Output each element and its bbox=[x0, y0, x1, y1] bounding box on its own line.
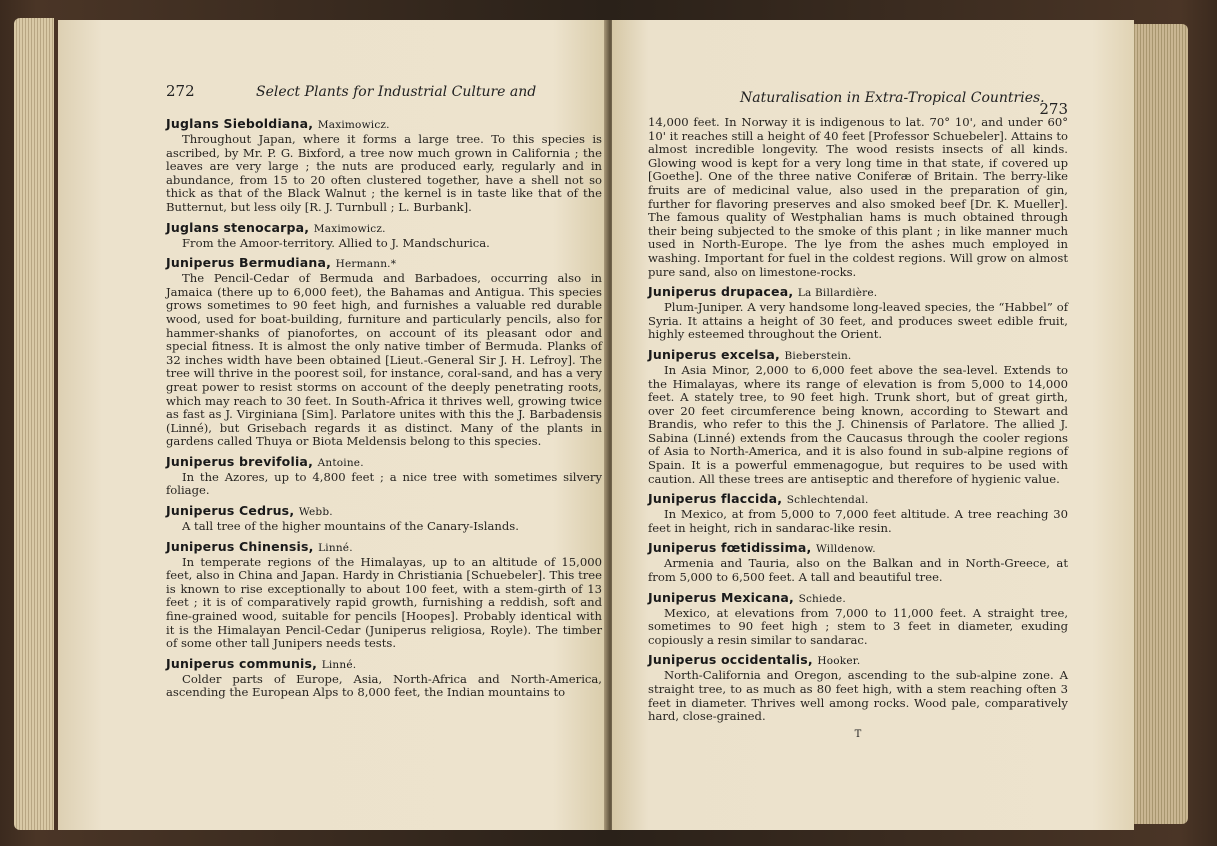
species-heading bbox=[166, 116, 602, 131]
species-name: Juniperus Chinensis, bbox=[166, 538, 314, 554]
species-heading bbox=[648, 540, 1068, 555]
species-name: Juniperus Cedrus, bbox=[166, 503, 295, 519]
species-description: In Mexico, at from 5,000 to 7,000 feet altitude. A tree reaching 30 feet in height, rich in sandarac-like resin. bbox=[648, 507, 1068, 535]
species-authority: Hooker. bbox=[817, 655, 861, 668]
left-page bbox=[58, 20, 608, 830]
species-entry bbox=[648, 652, 1068, 723]
species-heading bbox=[166, 220, 602, 235]
species-heading bbox=[648, 347, 1068, 362]
species-description: The Pencil-Cedar of Bermuda and Barbadoes, occurring also in Jamaica (there up to 6,000 feet), the Bahamas and Antigua. This species grows sometimes to 90 feet high, and furnishes a valuable red durable wood, used for boat-building, furniture and particularly pencils, also for hammer-shanks of pianofortes, on account of its pleasant odor and special fitness. It is almost the only native timber of Bermuda. Planks of 32 inches width have been obtained [Lieut.-General Sir J. H. Lefroy]. The tree will thrive in the poorest soil, for instance, coral-sand, and has a very great power to resist storms on account of the deeply penetrating roots, which may reach to 30 feet. In South-Africa it thrives well, growing twice as fast as J. Virginiana [Sim]. Parlatore unites with this the J. Barbadensis (Linné), but Grisebach regards it as distinct. Many of the plants in gardens called Thuya or Biota Meldensis belong to this species. bbox=[166, 271, 602, 449]
species-entry bbox=[166, 539, 602, 651]
species-authority: Linné. bbox=[321, 658, 357, 671]
page-edges-left bbox=[14, 18, 54, 830]
species-heading bbox=[648, 284, 1068, 299]
species-heading bbox=[166, 503, 602, 518]
species-description: Plum-Juniper. A very handsome long-leaved species, the “Habbel” of Syria. It attains a height of 30 feet, and produces sweet edible fruit, highly esteemed throughout the Orient. bbox=[648, 300, 1068, 342]
species-authority: Bieberstein. bbox=[784, 349, 852, 362]
species-entry bbox=[166, 656, 602, 700]
right-entries bbox=[648, 284, 1068, 724]
running-title: Naturalisation in Extra-Tropical Countries. bbox=[740, 90, 1045, 106]
species-description: Armenia and Tauria, also on the Balkan and in North-Greece, at from 5,000 to 6,500 feet. A tall and beautiful tree. bbox=[648, 556, 1068, 585]
species-entry bbox=[166, 220, 602, 251]
species-name: Juniperus fœtidissima, bbox=[648, 540, 812, 556]
species-name: Juniperus brevifolia, bbox=[166, 453, 314, 469]
species-name: Juniperus occidentalis, bbox=[648, 652, 813, 668]
continued-entry bbox=[648, 116, 1068, 279]
species-entry bbox=[648, 347, 1068, 486]
species-name: Juniperus flaccida, bbox=[648, 491, 783, 507]
species-authority: Maximowicz. bbox=[313, 222, 386, 235]
left-running-head bbox=[166, 82, 602, 112]
species-authority: Linné. bbox=[318, 541, 353, 554]
species-name: Juglans Sieboldiana, bbox=[166, 116, 314, 131]
right-running-head bbox=[648, 86, 1068, 116]
species-heading bbox=[648, 491, 1068, 506]
species-description: In temperate regions of the Himalayas, up to an altitude of 15,000 feet, also in China and Japan. Hardy in Christiania [Schuebeler]. This tree is known to rise exceptionally to about 100 feet, with a stem-girth of 13 feet ; it is of comparatively rapid growth, furnishing a reddish, soft and fine-grained wood, suitable for pencils [Hoopes]. Probably identical with it is the Himalayan Pencil-Cedar (Juniperus religiosa, Royle). The timber of some other tall Junipers needs tests. bbox=[166, 554, 602, 651]
species-authority: Schlechtendal. bbox=[786, 494, 869, 507]
left-page-content bbox=[166, 82, 602, 705]
continuation-text: 14,000 feet. In Norway it is indigenous to lat. 70° 10', and under 60° 10' it reaches still a height of 40 feet [Professor Schuebeler]. Attains to almost incredible longevity. The wood resists insects of all kinds. Glowing wood is kept for a very long time in that state, if covered up [Goethe]. One of the three native Coniferæ of Britain. The berry-like fruits are of medicinal value, also used in the preparation of gin, further for flavoring preserves and also smoked beef [Dr. K. Mueller]. The famous quality of Westphalian hams is much obtained through their being subjected to the smoke of this plant ; in like manner much used in North-Europe. The lye from the ashes much employed in washing. Important for fuel in the coldest regions. Will grow on almost pure sand, also on limestone-rocks. bbox=[648, 115, 1068, 279]
species-authority: Antoine. bbox=[317, 456, 364, 469]
species-entry bbox=[648, 590, 1068, 648]
species-entry bbox=[648, 284, 1068, 342]
species-entry bbox=[166, 454, 602, 498]
species-description: In the Azores, up to 4,800 feet ; a nice tree with sometimes silvery foliage. bbox=[166, 469, 602, 498]
species-entry bbox=[166, 503, 602, 534]
page-number: 272 bbox=[166, 82, 195, 100]
page-edges-right bbox=[1132, 24, 1188, 824]
species-heading bbox=[166, 539, 602, 554]
species-heading bbox=[166, 656, 602, 671]
species-heading bbox=[166, 255, 602, 270]
species-entry bbox=[648, 540, 1068, 584]
species-entry bbox=[166, 255, 602, 449]
species-name: Juniperus Mexicana, bbox=[648, 589, 795, 605]
right-page bbox=[612, 20, 1134, 830]
species-authority: Webb. bbox=[298, 506, 333, 519]
species-name: Juniperus excelsa, bbox=[648, 346, 780, 362]
species-description: Throughout Japan, where it forms a large tree. To this species is ascribed, by Mr. P. G. Bixford, a tree now much grown in California ; the leaves are very large ; the nuts are produced early, regularly and in abundance, from 15 to 20 often clustered together, have a shell not so thick as that of the Black Walnut ; the kernel is in taste like that of the Butternut, but less oily [R. J. Turnbull ; L. Burbank]. bbox=[166, 132, 602, 214]
species-entry bbox=[166, 116, 602, 215]
species-heading bbox=[648, 590, 1068, 605]
species-name: Juniperus drupacea, bbox=[648, 284, 794, 300]
species-description: A tall tree of the higher mountains of the Canary-Islands. bbox=[182, 519, 519, 534]
species-heading bbox=[166, 454, 602, 469]
running-title: Select Plants for Industrial Culture and bbox=[256, 84, 537, 100]
species-name: Juniperus Bermudiana, bbox=[166, 255, 332, 271]
species-description: North-California and Oregon, ascending to the sub-alpine zone. A straight tree, to as much as 80 feet high, with a stem reaching often 3 feet in diameter. Thrives well among rocks. Wood pale, comparatively hard, close-grained. bbox=[648, 668, 1068, 724]
species-name: Juniperus communis, bbox=[166, 655, 318, 671]
species-authority: Schiede. bbox=[798, 592, 846, 605]
right-page-content bbox=[648, 86, 1068, 740]
species-authority: Willdenow. bbox=[815, 543, 876, 556]
species-heading bbox=[648, 652, 1068, 667]
species-description: Mexico, at elevations from 7,000 to 11,000 feet. A straight tree, sometimes to 90 feet high ; stem to 3 feet in diameter, exuding copiously a resin similar to sandarac. bbox=[648, 605, 1068, 647]
signature-mark: T bbox=[854, 728, 862, 740]
species-description: In Asia Minor, 2,000 to 6,000 feet above the sea-level. Extends to the Himalayas, where its range of elevation is from 5,000 to 14,000 feet. A stately tree, to 90 feet high. Trunk short, but of great girth, over 20 feet circumference being known, according to Stewart and Brandis, who refer to this the J. Chinensis of Parlatore. The allied J. Sabina (Linné) extends from the Caucasus through the cooler regions of Asia to North-America, and it is also found in sub-alpine regions of Spain. It is a powerful emmenagogue, but requires to be used with caution. All these trees are antiseptic and therefore of hygienic value. bbox=[648, 362, 1068, 486]
species-entry bbox=[648, 491, 1068, 535]
page-number: 273 bbox=[1039, 100, 1068, 118]
species-name: Juglans stenocarpa, bbox=[166, 219, 310, 235]
species-description: Colder parts of Europe, Asia, North-Africa and North-America, ascending the European Alps to 8,000 feet, the Indian mountains to bbox=[166, 671, 602, 700]
species-description: From the Amoor-territory. Allied to J. Mandschurica. bbox=[182, 235, 490, 250]
left-entries bbox=[166, 116, 602, 700]
species-authority: Hermann.* bbox=[335, 258, 397, 271]
species-authority: Maximowicz. bbox=[317, 119, 390, 131]
species-authority: La Billardière. bbox=[797, 287, 878, 300]
